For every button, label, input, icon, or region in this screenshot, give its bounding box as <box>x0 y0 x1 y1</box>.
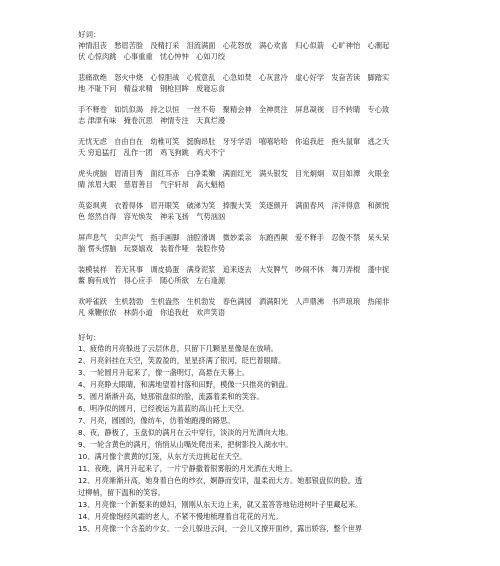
sentence-line: 过柳梢，留下温和的笑容。 <box>78 488 165 497</box>
word-line: 神情沮丧 愁眉苦脸 没精打采 泪流满面 心花怒放 满心欢喜 归心似箭 心旷神怡 心潮起 <box>78 41 390 50</box>
word-line: 英姿飒爽 衣着得体 眉开眼笑 破涕为笑 捧腹大笑 笑逐颜开 满面春风 洋洋得意 和颜悦 <box>78 201 390 210</box>
sentence-line: 7、月亮，圆圆的，像纺车，仿着她跑漫的路思。 <box>78 416 235 425</box>
word-line: 欢呼雀跃 生机勃勃 生机盎然 生机勃发 春色满园 洒满阳光 人声鼎沸 书声琅琅 热闹非 <box>78 297 390 306</box>
word-line: 虎头虎脑 眉清目秀 面红耳赤 白净柔嫩 满面红光 满头银发 目光炯炯 双目如潭 火眼金 <box>78 169 390 178</box>
sentence-line: 5、圆月渐渐升高，她那银盘似的脸，流露着柔和的笑容。 <box>78 392 264 401</box>
sentence-line: 3、一轮圆月升起来了，像一盏明灯，高悬在天幕上。 <box>78 368 250 377</box>
sentence-line: 12、月亮渐渐升高，她身着白色的纱衣，婀静而安详，温柔而大方。她那银盘似的脸，透 <box>78 476 363 485</box>
word-line: 手不释卷 如饥似渴 持之以恒 一丝不苟 聚精会神 全神贯注 屏息凝视 目不转睛 专心致 <box>78 105 390 114</box>
sentences-heading: 好句： <box>78 333 101 342</box>
sentence-line: 1、疲倦的月亮躲进了云层休息，只留下几颗星星像是在放哨。 <box>78 344 279 353</box>
word-line: 鳖 胸有成竹 得心应手 随心所欲 左右逢源 <box>78 276 226 285</box>
word-line: 脑 愣头愣脑 玩耍嬉戏 装着作哑 装腔作势 <box>78 244 226 253</box>
word-line: 屏声息气 尖声尖气 指手画脚 油腔滑调 微妙柔亲 东跑西颠 爱不释手 忍俊不禁 呆头呆 <box>78 233 390 242</box>
word-line: 无忧无虑 自由自在 幼稚可笑 挺胸昂肚 牙牙学语 嘻嘻哈哈 你追我赶 抱头鼠窜 逃之夭 <box>78 137 390 146</box>
sentence-line: 10、满月像个黄黄的灯笼，从东方天边挑起在天空。 <box>78 452 247 461</box>
sentence-line: 9、一轮含黄色的满月，悄悄从山嘴处爬出来，把树影投入湖水中。 <box>78 440 293 449</box>
sentence-line: 2、月亮斜挂在天空，笑盈盈的，星星挤满了银河，眨巴着眼睛。 <box>78 356 286 365</box>
word-line: 志 津津有味 掩卷沉思 神情专注 天真烂漫 <box>78 116 226 125</box>
word-line: 地 不耻下问 精益求精 钢枪回眸 废寝忘食 <box>78 84 226 93</box>
word-line: 色 悠然自得 容光焕发 神采飞扬 气势汹汹 <box>78 212 226 221</box>
word-line: 伏 心惊肉跳 心事重重 忧心忡忡 心如刀绞 <box>78 52 226 61</box>
sentence-line: 14、月亮像饱经风霜的老人，不紧不慢地梳理着自花花的月光。 <box>78 512 283 521</box>
word-line: 装模装样 若无其事 调皮捣蛋 满身泥浆 追来逐去 大发脾气 吵闹不休 舞刀弄棍 蓬中捉 <box>78 265 390 274</box>
sentence-line: 8、夜，静极了，玉盘似的满月在云中穿行，淡淡的月光洒向大地。 <box>78 428 293 437</box>
sentence-line: 13、月亮像一个新娶来的媳妇，刚刚从东天边上来，就又羞答答地钻进树叶子里藏起来。 <box>78 500 363 509</box>
sentence-line: 4、月亮睁大眼睛，和满地望着村落和田野，模像一只推亮的铜盘。 <box>78 380 293 389</box>
words-heading: 好词： <box>78 30 101 39</box>
sentence-line: 6、明净似的圆月，已经被运为蓝蓝的高山托上天空。 <box>78 404 250 413</box>
sentence-line: 11、夜晚，满月升起来了，一片宁静撒着银雾般的月光洒在大地上。 <box>78 464 298 473</box>
word-line: 睛 浓眉大眼 慈眉善目 气宇轩昂 高大魁梧 <box>78 180 226 189</box>
word-line: 悲痛欲绝 怒火中烧 心惊胆战 心慌意乱 心急如焚 心灰意冷 虚心好学 发奋苦读 脚踏实 <box>78 73 390 82</box>
word-line: 凡 乘鞭依依 林荫小道 你追我赶 欢声笑语 <box>78 308 226 317</box>
word-line: 夭 穷追猛打 乱作一团 鸡飞狗跳 鸡犬不宁 <box>78 148 226 157</box>
sentence-line: 15、月亮像一个含羞的少女。一会儿躲进云间，一会儿又撩开面纱，露出娇容，整个世界 <box>78 524 363 533</box>
